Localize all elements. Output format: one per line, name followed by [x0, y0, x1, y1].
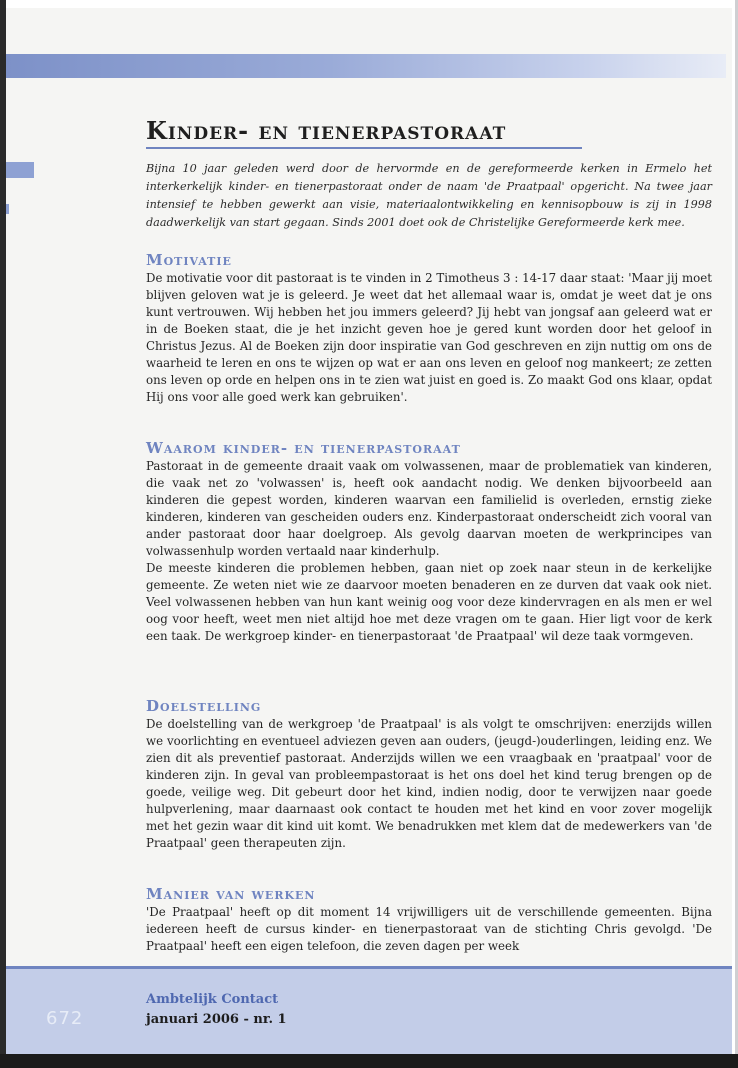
- page-number: 672: [46, 1008, 84, 1029]
- section-motivatie: [146, 250, 712, 406]
- section-paragraph: De motivatie voor dit pastoraat is te vinden in 2 Timotheus 3 : 14-17 daar staat: 'Maar jij moet blijven geloven wat je is geleerd. Je weet dat het allemaal waar is, omdat je weet dat je ons kunt vertrouwen. Wij hebben het jou immers geleerd? Jij hebt van jongsaf aan geleerd wat er in de Boeken staat, die je het inzicht geven hoe je gered kunt worden door het geloof in Christus Jezus. Al de Boeken zijn door inspiratie van God geschreven en zijn nuttig om ons de waarheid te leren en ons te wijzen op wat er aan ons leven en geloof nog mankeert; ze zetten ons leven op orde en helpen ons in te zien wat juist en goed is. Zo maakt God ons klaar, opdat Hij ons voor alle goed werk kan gebruiken'.: [146, 271, 712, 404]
- magazine-page: [6, 8, 732, 1054]
- title-underline: [146, 147, 582, 149]
- section-paragraph: De doelstelling van de werkgroep 'de Praatpaal' is als volgt te omschrijven: enerzijds willen we voorlichting en eventueel adviezen geven aan ouders, (jeugd-)ouderlingen, leiding enz. We zien dit als preventief pastoraat. Anderzijds willen we een vraagbaak en 'praatpaal' voor de kinderen zijn. In geval van probleempastoraat is het ons doel het kind terug brengen op de goede, veilige weg. Dit gebeurt door het kind, indien nodig, door te verwijzen naar goede hulpverlening, maar daarnaast ook contact te houden met het kind en voor zover mogelijk met het gezin waar dit kind uit komt. We benadrukken met klem dat de medewerkers van 'de Praatpaal' geen therapeuten zijn.: [146, 717, 712, 850]
- footer-band: [6, 966, 732, 1054]
- magazine-name: Ambtelijk Contact: [146, 992, 279, 1007]
- scan-bottom-edge: [0, 1054, 738, 1068]
- section-doelstelling: [146, 696, 712, 852]
- section-paragraph: 'De Praatpaal' heeft op dit moment 14 vrijwilligers uit de verschillende gemeenten. Bijna iedereen heeft de cursus kinder- en tienerpastoraat van de stichting Chris gevolgd. 'De Praatpaal' heeft een eigen telefoon, die zeven dagen per week: [146, 905, 712, 953]
- side-marker: [6, 162, 34, 178]
- section-heading: Waarom kinder- en tienerpastoraat: [146, 439, 461, 457]
- section-paragraph: Pastoraat in de gemeente draait vaak om volwassenen, maar de problematiek van kinderen, die vaak net zo 'volwassen' is, heeft ook aandacht nodig. We denken bijvoorbeeld aan kinderen die gepest worden, kinderen waarvan een familielid is overleden, ernstig zieke kinderen, kinderen van gescheiden ouders enz. Kinderpastoraat onderscheidt zich vooral van ander pastoraat door haar doelgroep. Als gevolg daarvan moeten de werkprincipes van volwassenhulp worden vertaald naar kinderhulp.: [146, 459, 712, 558]
- section-heading: Manier van werken: [146, 885, 316, 903]
- section-manier-van-werken: [146, 884, 712, 955]
- article-title: Kinder- en tienerpastoraat: [146, 116, 507, 145]
- top-decorative-band: [6, 54, 726, 78]
- magazine-issue: januari 2006 - nr. 1: [146, 1012, 287, 1027]
- section-heading: Doelstelling: [146, 697, 262, 715]
- side-tick: [6, 204, 9, 214]
- section-paragraph: De meeste kinderen die problemen hebben, gaan niet op zoek naar steun in de kerkelijke gemeente. Ze weten niet wie ze daarvoor moeten benaderen en ze durven dat vaak ook niet. Veel volwassenen hebben van hun kant weinig oog voor deze kindervragen en als men er wel oog voor heeft, weet men niet altijd hoe met deze vragen om te gaan. Hier ligt voor de kerk een taak. De werkgroep kinder- en tienerpastoraat 'de Praatpaal' wil deze taak vormgeven.: [146, 561, 712, 643]
- article-intro: Bijna 10 jaar geleden werd door de hervormde en de gereformeerde kerken in Ermelo het interkerkelijk kinder- en tienerpastoraat onder de naam 'de Praatpaal' opgericht. Na twee jaar intensief te hebben gewerkt aan visie, materiaalontwikkeling en kennisopbouw is zij in 1998 daadwerkelijk van start gegaan. Sinds 2001 doet ook de Christelijke Gereformeerde kerk mee.: [146, 162, 712, 229]
- footer-rule: [6, 966, 732, 969]
- section-heading: Motivatie: [146, 251, 232, 269]
- section-waarom: [146, 438, 712, 645]
